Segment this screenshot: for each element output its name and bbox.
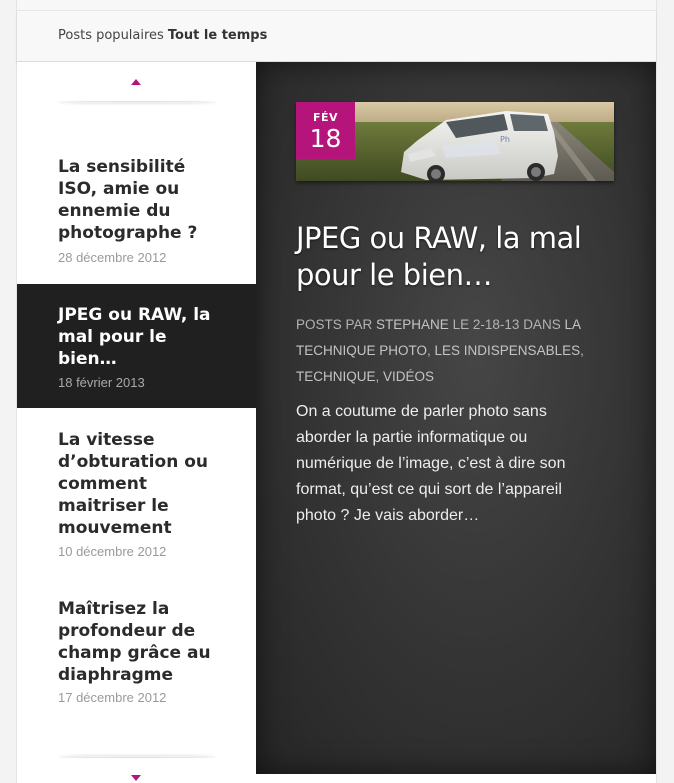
header-title: [58, 28, 267, 43]
list-item[interactable]: [17, 148, 256, 284]
scroll-down-arrow-icon[interactable]: [131, 775, 141, 781]
list-divider: [58, 101, 216, 103]
list-item-date: 10 décembre 2012: [58, 544, 167, 559]
post-excerpt: On a coutume de parler photo sans aborder la partie informatique ou numérique de l’image, c’est à dire son format, qu’est ce qui sort de l’appareil photo ? Je vais aborder…: [296, 403, 566, 524]
category-link[interactable]: VIDÉOS: [383, 369, 435, 384]
header-label: Posts populaires: [58, 28, 164, 43]
date-badge-day: 18: [309, 124, 342, 153]
meta-date-prefix: LE: [452, 317, 470, 332]
list-item-date: 18 février 2013: [58, 375, 145, 390]
date-badge-month: FÉV: [312, 111, 339, 124]
list-item-active[interactable]: [17, 284, 256, 408]
date-badge: [296, 102, 355, 159]
list-item-date: 17 décembre 2012: [58, 690, 167, 705]
post-meta: POSTS PAR STEPHANE LE 2-18-13 DANS LA TECHNIQUE PHOTO, LES INDISPENSABLES, TECHNIQUE, VIDÉOS: [296, 317, 584, 384]
list-item-title[interactable]: Maîtrisez la profondeur de champ grâce au diaphragme: [58, 599, 211, 685]
list-item[interactable]: [17, 568, 256, 718]
list-item-date: 28 décembre 2012: [58, 250, 167, 265]
category-link[interactable]: LES INDISPENSABLES: [434, 343, 581, 358]
meta-date: 2-18-13: [472, 317, 520, 332]
featured-post-title[interactable]: JPEG ou RAW, la mal pour le bien…: [296, 221, 582, 292]
scroll-up-arrow-icon[interactable]: [131, 79, 141, 85]
svg-text:Ph: Ph: [500, 135, 510, 144]
category-link[interactable]: TECHNIQUE: [296, 369, 376, 384]
meta-category-prefix: DANS: [523, 317, 561, 332]
widget-header: [17, 11, 656, 62]
meta-prefix: POSTS PAR: [296, 317, 373, 332]
popular-posts-widget: [16, 0, 657, 783]
list-item-title[interactable]: JPEG ou RAW, la mal pour le bien…: [58, 305, 211, 369]
featured-post-panel: [256, 62, 656, 774]
top-strip: [17, 0, 656, 11]
list-item[interactable]: [17, 408, 256, 568]
list-item-title[interactable]: La sensibilité ISO, amie ou ennemie du photographe ?: [58, 157, 198, 243]
post-list: [17, 62, 256, 783]
list-item-title[interactable]: La vitesse d’obturation ou comment maitriser le mouvement: [58, 430, 208, 538]
time-filter-link[interactable]: Tout le temps: [167, 28, 268, 43]
author-link[interactable]: STEPHANE: [376, 317, 449, 332]
list-divider: [58, 756, 216, 758]
category-link[interactable]: LA TECHNIQUE PHOTO: [296, 317, 581, 358]
